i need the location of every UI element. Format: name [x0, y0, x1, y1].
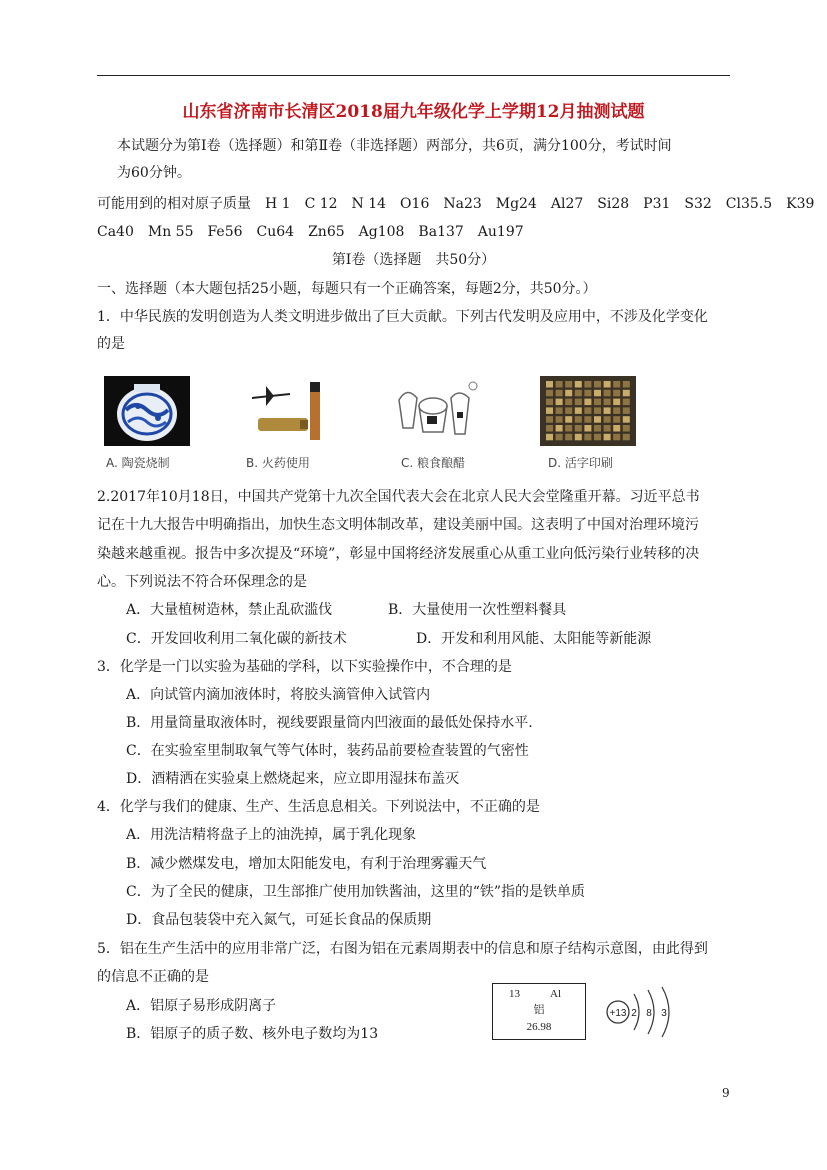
question-2-stem: 染越来越重视。报告中多次提及“环境”，彰显中国将经济发展重心从重工业向低污染行业转移的决 — [97, 546, 700, 562]
type-block — [623, 407, 630, 414]
periodic-table-cell-aluminum — [492, 983, 586, 1040]
option-b: B．大量使用一次性塑料餐具 — [388, 602, 567, 618]
element-symbol: Al — [550, 988, 561, 1000]
type-block — [604, 425, 611, 432]
type-block — [556, 381, 563, 388]
type-block — [613, 399, 620, 406]
type-block — [604, 407, 611, 414]
type-block — [613, 407, 620, 414]
type-block — [565, 425, 572, 432]
relative-atomic-mass: 26.98 — [526, 1021, 552, 1033]
type-block — [613, 390, 620, 397]
type-block — [594, 425, 601, 432]
question-5-stem: 5．铝在生产生活中的应用非常广泛，右图为铝在元素周期表中的信息和原子结构示意图，由此得到 — [97, 941, 708, 957]
vinegar-brewing-icon — [393, 376, 483, 446]
figure-b-caption: B. 火药使用 — [246, 456, 310, 470]
header-rule — [97, 75, 730, 76]
nucleus-charge: +13 — [609, 1008, 627, 1019]
type-block — [623, 381, 630, 388]
type-block — [604, 381, 611, 388]
type-block — [604, 390, 611, 397]
question-2-stem: 记在十九大报告中明确指出，加快生态文明体制改革，建设美丽中国。这表明了中国对治理环境污 — [97, 517, 699, 533]
type-block — [546, 407, 553, 414]
type-block — [575, 434, 582, 441]
figure-d-caption: D. 活字印刷 — [548, 456, 613, 470]
option-a: A．向试管内滴加液体时，将胶头滴管伸入试管内 — [126, 687, 431, 703]
type-block — [565, 390, 572, 397]
movable-type-icon — [540, 376, 636, 446]
type-block — [613, 381, 620, 388]
option-a: A．用洗洁精将盘子上的油洗掉，属于乳化现象 — [126, 827, 417, 843]
atomic-mass-line: 可能用到的相对原子质量 H 1 C 12 N 14 O16 Na23 Mg24 Al27 Si28 P31 S32 Cl35.5 K39 — [97, 196, 815, 212]
page-number: 9 — [722, 1086, 730, 1100]
exam-title: 山东省济南市长清区2018届九年级化学上学期12月抽测试题 — [182, 102, 645, 122]
option-b: B．用量筒量取液体时，视线要跟量筒内凹液面的最低处保持水平. — [126, 715, 533, 731]
question-2-stem: 心。下列说法不符合环保理念的是 — [97, 574, 307, 590]
type-block — [613, 434, 620, 441]
porcelain-jar-icon — [104, 376, 190, 446]
aluminum-atom-structure-diagram — [604, 984, 684, 1040]
type-block — [546, 399, 553, 406]
type-block — [556, 390, 563, 397]
type-block — [623, 425, 630, 432]
type-block — [565, 434, 572, 441]
type-block — [584, 425, 591, 432]
type-block — [546, 416, 553, 423]
option-c: C．开发回收利用二氧化碳的新技术 — [126, 631, 347, 647]
type-block — [594, 434, 601, 441]
type-block — [594, 399, 601, 406]
type-block — [565, 416, 572, 423]
shell-electron-count: 2 — [631, 1008, 637, 1019]
option-b: B．减少燃煤发电，增加太阳能发电，有利于治理雾霾天气 — [126, 856, 487, 872]
type-block — [575, 399, 582, 406]
type-block — [546, 381, 553, 388]
type-block — [575, 416, 582, 423]
type-block — [584, 390, 591, 397]
element-name: 铝 — [533, 1004, 545, 1016]
type-block — [584, 399, 591, 406]
gunpowder-weapon-icon — [244, 376, 330, 446]
atomic-mass-line: Ca40 Mn 55 Fe56 Cu64 Zn65 Ag108 Ba137 Au197 — [97, 224, 524, 240]
type-block — [604, 434, 611, 441]
option-d: D．开发和利用风能、太阳能等新能源 — [416, 631, 652, 647]
type-block — [584, 381, 591, 388]
question-3-stem: 3．化学是一门以实验为基础的学科，以下实验操作中，不合理的是 — [97, 659, 512, 675]
option-a: A．铝原子易形成阴离子 — [126, 998, 277, 1014]
type-block — [556, 416, 563, 423]
figure-c-caption: C. 粮食酿醋 — [401, 456, 466, 470]
type-block — [556, 425, 563, 432]
type-block — [565, 407, 572, 414]
question-1-stem: 1．中华民族的发明创造为人类文明进步做出了巨大贡献。下列古代发明及应用中，不涉及化学变化 — [97, 309, 708, 325]
type-block — [565, 381, 572, 388]
atomic-number: 13 — [509, 988, 520, 1000]
type-block — [594, 381, 601, 388]
type-block — [584, 407, 591, 414]
type-block — [575, 407, 582, 414]
figure-a-caption: A. 陶瓷烧制 — [106, 456, 170, 470]
option-c: C．为了全民的健康，卫生部推广使用加铁酱油，这里的“铁”指的是铁单质 — [126, 884, 586, 900]
type-block — [556, 407, 563, 414]
type-block — [623, 434, 630, 441]
option-c: C．在实验室里制取氧气等气体时，装药品前要检查装置的气密性 — [126, 743, 529, 759]
type-block — [546, 425, 553, 432]
type-block — [575, 381, 582, 388]
type-block — [546, 434, 553, 441]
type-block — [604, 416, 611, 423]
option-a: A．大量植树造林，禁止乱砍滥伐 — [126, 602, 333, 618]
type-block — [613, 416, 620, 423]
question-4-stem: 4．化学与我们的健康、生产、生活息息相关。下列说法中，不正确的是 — [97, 799, 540, 815]
shell-electron-count: 3 — [661, 1008, 667, 1019]
type-block — [584, 434, 591, 441]
type-block — [584, 416, 591, 423]
type-block — [623, 416, 630, 423]
type-block — [565, 399, 572, 406]
part-heading: 一、选择题（本大题包括25小题，每题只有一个正确答案，每题2分，共50分。） — [97, 281, 597, 297]
type-block — [623, 390, 630, 397]
type-block — [594, 407, 601, 414]
type-block — [556, 399, 563, 406]
type-block — [623, 399, 630, 406]
question-1-stem: 的是 — [97, 336, 125, 352]
option-d: D．食品包装袋中充入氮气，可延长食品的保质期 — [126, 912, 432, 928]
option-b: B．铝原子的质子数、核外电子数均为13 — [126, 1026, 379, 1042]
type-block — [546, 390, 553, 397]
type-block — [594, 390, 601, 397]
intro-line: 为60分钟。 — [117, 165, 191, 181]
question-5-stem: 的信息不正确的是 — [97, 969, 209, 985]
option-d: D．酒精洒在实验桌上燃烧起来，应立即用湿抹布盖灭 — [126, 771, 460, 787]
type-block — [575, 425, 582, 432]
section-title: 第Ⅰ卷（选择题 共50分） — [331, 252, 496, 268]
type-block — [604, 399, 611, 406]
question-2-stem: 2.2017年10月18日，中国共产党第十九次全国代表大会在北京人民大会堂隆重开幕。习近平总书 — [97, 489, 700, 505]
intro-line: 本试题分为第Ⅰ卷（选择题）和第Ⅱ卷（非选择题）两部分，共6页，满分100分，考试时间 — [117, 138, 672, 154]
type-block — [594, 416, 601, 423]
shell-electron-count: 8 — [646, 1008, 652, 1019]
type-block — [556, 434, 563, 441]
type-block — [575, 390, 582, 397]
type-block — [613, 425, 620, 432]
